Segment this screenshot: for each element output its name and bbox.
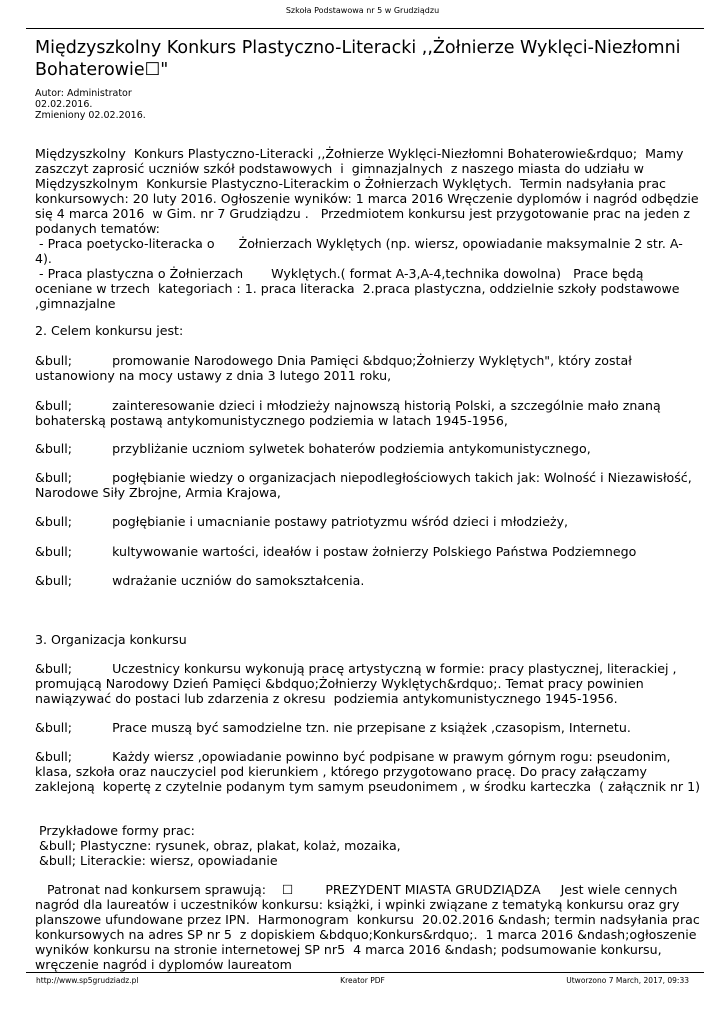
author-line: Autor: Administrator: [35, 88, 132, 99]
footer-created-date: Utworzono 7 March, 2017, 09:33: [566, 976, 689, 985]
header-divider: [26, 28, 704, 29]
intro-paragraph: Międzyszkolny Konkurs Plastyczno-Literacki ,,Żołnierze Wyklęci-Niezłomni Bohaterowie&rdquo; Mamy zaszczyt zaprosić uczniów szkół podstawowych i gimnazjalnych z naszego miasta do udziału w Międzyszkolnym Konkursie Plastyczno-Literackim o Żołnierzach Wyklętych. Termin nadsyłania prac konkursowych: 20 luty 2016. Ogłoszenie wyników: 1 marca 2016 Wręczenie dyplomów i nagród odbędzie się 4 marca 2016 w Gim. nr 7 Grudziądzu . Przedmiotem konkursu jest przygotowanie prac na jeden z podanych tematów: - Praca poetycko-literacka o Żołnierzach Wyklętych (np. wiersz, opowiadanie maksymalnie 2 str. A- 4). - Praca plastyczna o Żołnierzach Wyklętych.( format A-3,A-4,technika dowolna) Prace będą oceniane w trzech kategoriach : 1. praca literacka 2.praca plastyczna, oddzielnie szkoły podstawowe ,gimnazjalne: [35, 146, 699, 311]
page-title: Międzyszkolny Konkurs Plastyczno-Literacki ,,Żołnierze Wyklęci-Niezłomni Bohaterowie☐": [35, 38, 681, 80]
example-forms-list: Przykładowe formy prac: &bull; Plastyczne: rysunek, obraz, plakat, kolaż, mozaika, &bull; Literackie: wiersz, opowiadanie: [39, 823, 401, 868]
patronage-paragraph: Patronat nad konkursem sprawują: ☐ PREZYDENT MIASTA GRUDZIĄDZA Jest wiele cennych nagród dla laureatów i uczestników konkursu: książki, i wpinki związane z tematyką konkursu oraz gry planszowe ufundowane przez IPN. Harmonogram konkursu 20.02.2016 &ndash; termin nadsyłania prac konkursowych na adres SP nr 5 z dopiskiem &bdquo;Konkurs&rdquo;. 1 marca 2016 &ndash;ogłoszenie wyników konkursu na stronie internetowej SP nr5 4 marca 2016 &ndash; podsumowanie konkursu, wręczenie nagród i dyplomów laureatom: [35, 882, 700, 972]
goal-item: &bull; wdrażanie uczniów do samokształcenia.: [35, 573, 365, 588]
section-heading-goals: 2. Celem konkursu jest:: [35, 323, 184, 338]
publish-date: 02.02.2016.: [35, 99, 93, 110]
footer-divider: [26, 972, 704, 973]
footer-generator: Kreator PDF: [340, 976, 385, 985]
goal-item: &bull; przybliżanie uczniom sylwetek bohaterów podziemia antykomunistycznego,: [35, 441, 591, 456]
article-meta: [35, 88, 146, 121]
goal-item: &bull; kultywowanie wartości, ideałów i postaw żołnierzy Polskiego Państwa Podziemnego: [35, 544, 637, 559]
page-header: Szkoła Podstawowa nr 5 w Grudziądzu: [285, 6, 440, 15]
section-heading-organization: 3. Organizacja konkursu: [35, 632, 187, 647]
goal-item: &bull; promowanie Narodowego Dnia Pamięci &bdquo;Żołnierzy Wyklętych", który został ustanowiony na mocy ustawy z dnia 3 lutego 2011 roku,: [35, 353, 632, 383]
footer-url[interactable]: http://www.sp5grudziadz.pl: [36, 976, 139, 985]
organization-item: &bull; Prace muszą być samodzielne tzn. nie przepisane z książek ,czasopism, Internetu.: [35, 720, 631, 735]
goal-item: &bull; pogłębianie wiedzy o organizacjach niepodległościowych takich jak: Wolność i Niezawisłość, Narodowe Siły Zbrojne, Armia Krajowa,: [35, 470, 692, 500]
goal-item: &bull; zainteresowanie dzieci i młodzieży najnowszą historią Polski, a szczególnie mało znaną bohaterską postawą antykomunistycznego podziemia w latach 1945-1956,: [35, 398, 661, 428]
goal-item: &bull; pogłębianie i umacnianie postawy patriotyzmu wśród dzieci i młodzieży,: [35, 514, 569, 529]
organization-item: &bull; Każdy wiersz ,opowiadanie powinno być podpisane w prawym górnym rogu: pseudonim, klasa, szkoła oraz nauczyciel pod kierunkiem , którego przygotowano pracę. Do pracy załączamy zaklejoną kopertę z czytelnie podanym tym samym pseudonimem , w środku karteczka ( załącznik nr 1): [35, 749, 701, 794]
organization-item: &bull; Uczestnicy konkursu wykonują pracę artystyczną w formie: pracy plastycznej, literackiej , promującą Narodowy Dzień Pamięci &bdquo;Żołnierzy Wyklętych&rdquo;. Temat pracy powinien nawiązywać do postaci lub zdarzenia z okresu podziemia antykomunistycznego 1945-1956.: [35, 661, 677, 706]
modified-date: Zmieniony 02.02.2016.: [35, 110, 146, 121]
